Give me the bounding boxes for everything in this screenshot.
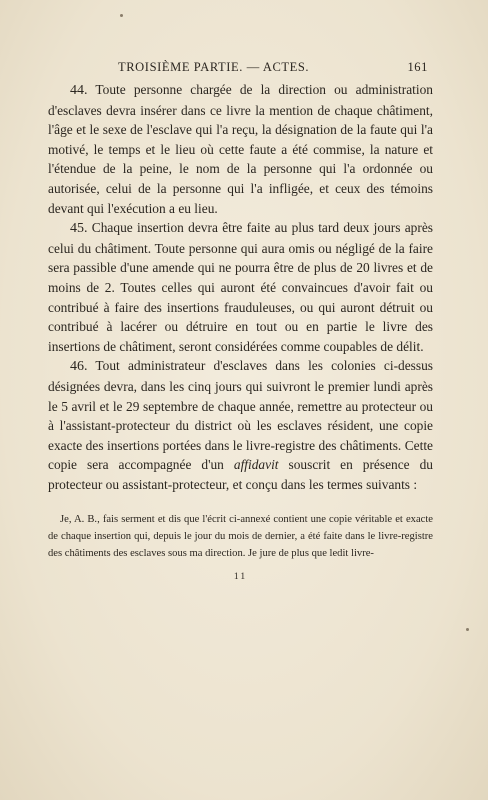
article-text: souscrit en présence du protecteur ou assistant-protecteur, et conçu dans les termes suivants :: [48, 457, 433, 492]
article-text: Chaque insertion devra être faite au plus tard deux jours après celui du châtiment. Toute personne qui aura omis ou négligé de la faire sera passible d'une amende qui ne pourra être de plus de 20 livres et de moins de 2. Toutes celles qui auront été convaincues d'avoir fait ou contribué à faire des insertions frauduleuses, ou qui auront détruit ou contribué à lacérer ou détruire en tout ou en partie le livre des insertions de châtiment, seront considérées comme coupables de délit.: [48, 220, 433, 354]
article-number: 44.: [70, 83, 88, 98]
oath-quote: Je, A. B., fais serment et dis que l'écrit ci-annexé contient une copie véritable et exacte de chaque insertion qui, depuis le jour du mois de dernier, a été faite dans le livre-registre des châtiments des esclaves sous ma direction. Je jure de plus que ledit livre-: [48, 514, 433, 560]
paper-speck: [466, 628, 469, 631]
emphasis-affidavit: affidavit: [233, 457, 279, 473]
page-number: 161: [407, 60, 428, 74]
page-body: [48, 80, 433, 588]
article-45: [48, 218, 433, 356]
article-text: Tout administrateur d'esclaves dans les colonies ci-dessus désignées devra, dans les cinq jours qui suivront le premier lundi après le 5 avril et le 29 septembre de chaque année, remettre au protecteur ou à l'assistant-protecteur du district où les esclaves résident, une copie exacte des insertions portées dans le livre-registre des châtiments. Cette copie sera accompagnée d'un: [48, 358, 433, 473]
paper-speck: [120, 14, 123, 17]
article-number: 46.: [70, 359, 88, 375]
article-number: 45.: [70, 221, 88, 237]
page-header: [48, 60, 428, 80]
article-44: [48, 80, 433, 218]
article-text: Toute personne chargée de la direction ou administration d'esclaves devra insérer dans ce livre la mention de chaque châtiment, l'âge et le sexe de l'esclave qui l'a reçu, la désignation de la faute qui l'a motivé, le temps et le lieu où cette faute a été commise, la nature et l'étendue de la peine, le nom de la personne qui l'a ordonnée ou autorisée, celui de la personne qui l'a infligée, et ceux des témoins devant qui l'exécution a eu lieu.: [48, 82, 433, 216]
signature-mark: 11: [233, 572, 248, 583]
article-46: [48, 356, 433, 494]
running-title: TROISIÈME PARTIE. — ACTES.: [118, 60, 310, 74]
